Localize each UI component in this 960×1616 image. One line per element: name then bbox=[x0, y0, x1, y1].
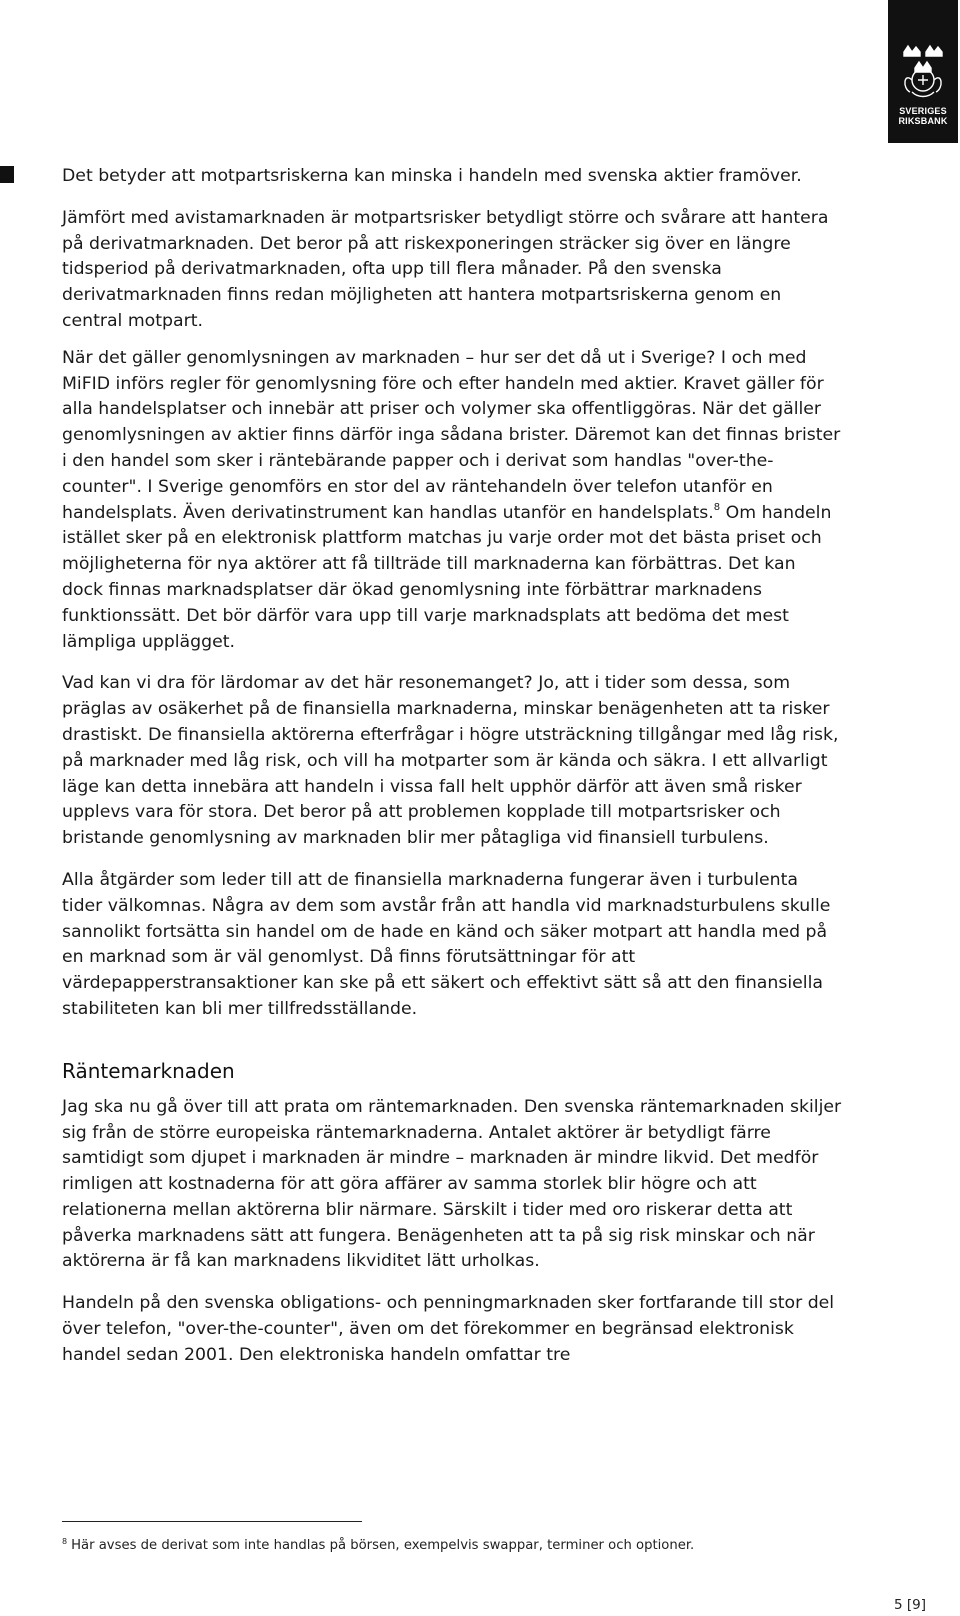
footnote-marker: 8 bbox=[713, 501, 721, 513]
footnote-divider bbox=[62, 1521, 362, 1522]
paragraph-text: När det gäller genomlysningen av marknaden – hur ser det då ut i Sverige? I och med MiFID införs regler för genomlysning före och efter handeln med aktier. Kravet gäller för alla handelsplatser och innebär att priser och volymer ska offentliggöras. När det gäller genomlysningen av aktier finns därför inga sådana brister. Däremot kan det finnas brister i den handel som sker i räntebärande papper och i derivat som handlas "over-the-counter". I Sverige genomförs en stor del av räntehandeln över telefon utanför en handelsplats. Även derivatinstrument kan handlas utanför en handelsplats. bbox=[62, 347, 841, 523]
crown-seal-icon bbox=[898, 44, 948, 102]
bullet-marker bbox=[0, 166, 14, 183]
paragraph: Handeln på den svenska obligations- och penningmarknaden sker fortfarande till stor del över telefon, "over-the-counter", även om det förekommer en begränsad elektronisk handel sedan 2001. Den elektroniska handeln omfattar tre bbox=[62, 1293, 835, 1365]
section-heading: Räntemarknaden bbox=[62, 1058, 235, 1083]
logo-text-line1: SVERIGES bbox=[899, 106, 947, 116]
page-number: 5 [9] bbox=[893, 1597, 926, 1613]
paragraph: Jag ska nu gå över till att prata om räntemarknaden. Den svenska räntemarknaden skiljer sig från de större europeiska räntemarknaderna. Antalet aktörer är betydligt färre samtidigt som djupet i marknaden är mindre – marknaden är mindre likvid. Det medför rimligen att kostnaderna för att göra affärer av samma storlek blir högre och att relationerna mellan aktörerna blir närmare. Särskilt i tider med oro riskerar detta att påverka marknadens sätt att fungera. Benägenheten att ta på sig risk minskar och när aktörerna är få kan marknadens likviditet lätt urholkas. bbox=[62, 1096, 842, 1272]
document-body bbox=[62, 164, 842, 1369]
paragraph bbox=[62, 346, 842, 656]
footnote-number: 8 bbox=[62, 1537, 68, 1546]
paragraph: Vad kan vi dra för lärdomar av det här resonemanget? Jo, att i tider som dessa, som präglas av osäkerhet på de finansiella marknaderna, minskar benägenheten att ta risker drastiskt. De finansiella aktörerna efterfrågar i högre utsträckning tillgångar med låg risk, på marknader med låg risk, och vill ha motparter som är kända och säkra. I ett allvarligt läge kan detta innebära att handeln i vissa fall helt upphör därför att även små risker upplevs vara för stora. Det beror på att problemen kopplade till motpartsrisker och bristande genomlysning av marknaden blir mer påtagliga vid finansiell turbulens. bbox=[62, 673, 839, 849]
paragraph: Det betyder att motpartsriskerna kan minska i handeln med svenska aktier framöver. bbox=[62, 166, 802, 186]
paragraph-text: Om handeln istället sker på en elektronisk plattform matchas ju varje order mot det bästa priset och möjligheterna för nya aktörer att få tillträde till marknaderna kan förbättras. Det kan dock finnas marknadsplatser där ökad genomlysning inte förbättrar marknadens funktionssätt. Det bör därför vara upp till varje marknadsplats att bedöma det mest lämpliga upplägget. bbox=[62, 502, 832, 652]
paragraph: Alla åtgärder som leder till att de finansiella marknaderna fungerar även i turbulenta tider välkomnas. Några av dem som avstår från att handla vid marknadsturbulens skulle sannolikt fortsätta sin handel om de hade en känd och säker motpart att handla med på en marknad som är väl genomlyst. Då finns förutsättningar för att värdepapperstransaktioner kan ske på ett säkert och effektivt sätt så att den finansiella stabiliteten kan bli mer tillfredsställande. bbox=[62, 869, 831, 1019]
footnote-text: Här avses de derivat som inte handlas på börsen, exempelvis swappar, terminer och optioner. bbox=[71, 1538, 695, 1553]
footnote bbox=[62, 1537, 842, 1555]
riksbank-logo bbox=[888, 0, 958, 143]
paragraph: Jämfört med avistamarknaden är motpartsrisker betydligt större och svårare att hantera på derivatmarknaden. Det beror på att riskexponeringen sträcker sig över en längre tidsperiod på derivatmarknaden, ofta upp till flera månader. På den svenska derivatmarknaden finns redan möjligheten att hantera motpartsriskerna genom en central motpart. bbox=[62, 207, 829, 331]
logo-text-line2: RIKSBANK bbox=[898, 116, 948, 126]
